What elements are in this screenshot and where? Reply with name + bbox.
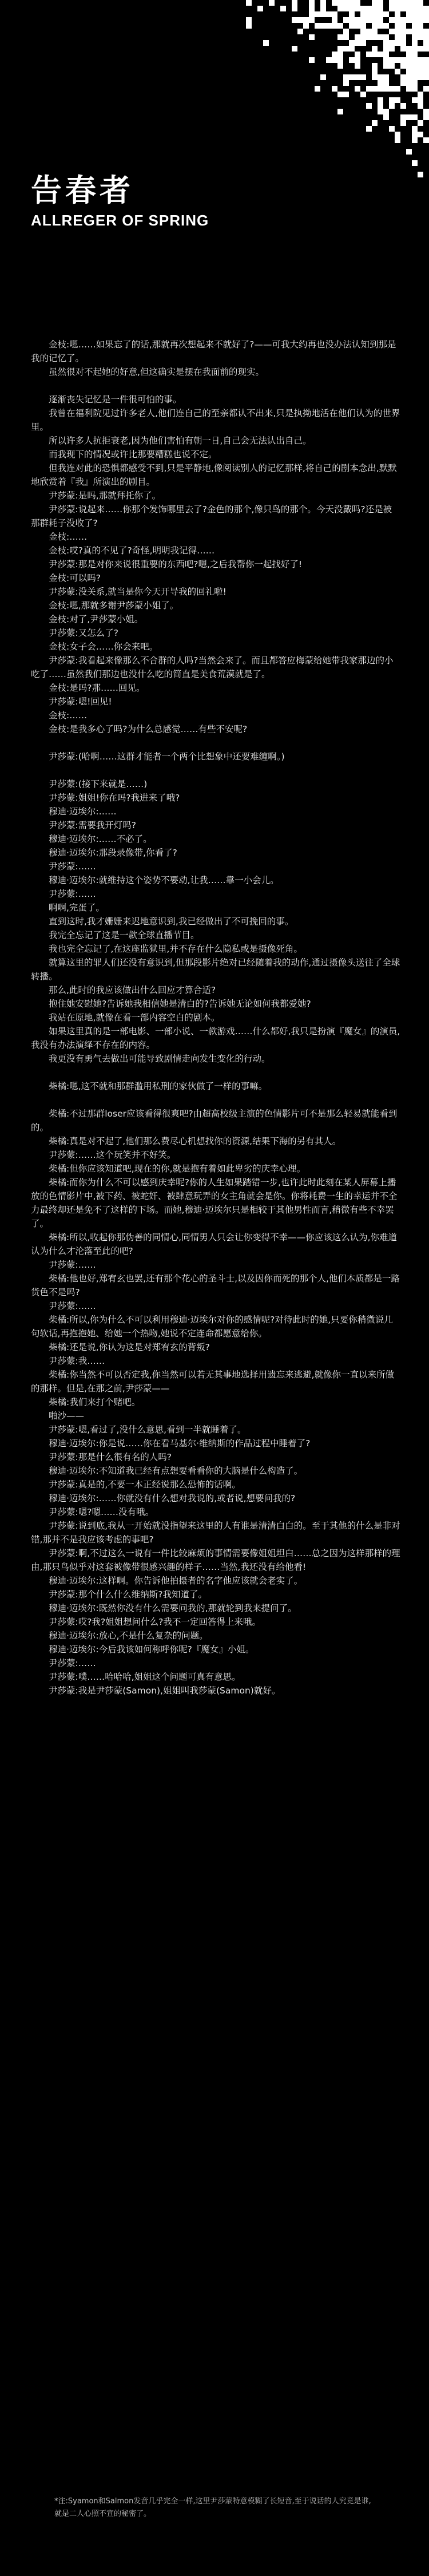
story-paragraph: 柴橘:我们来打个赌吧。 — [49, 1397, 141, 1407]
story-paragraph: 逐渐丧失记忆是一件很可怕的事。 — [49, 394, 182, 405]
story-paragraph: 柴橘:所以,你为什么不可以利用穆迪·迈埃尔对你的感情呢?对待此时的她,只要你稍微说几句软话,再抱抱她、给她一个热吻,她说不定连命都愿意给你。 — [31, 1315, 393, 1339]
story-paragraph: 尹莎蒙:那是什么很有名的人吗? — [49, 1452, 172, 1462]
story-paragraph: 尹莎蒙:…… — [49, 889, 96, 899]
story-paragraph: 穆迪·迈埃尔:你是说……你在看马基尔·维纳斯的作品过程中睡着了? — [49, 1438, 311, 1449]
story-paragraph: 穆迪·迈埃尔:…… — [49, 806, 117, 817]
story-paragraph: 穆迪·迈埃尔:今后我该如何称呼你呢?『魔女』小姐。 — [49, 1644, 255, 1655]
story-paragraph: 穆迪·迈埃尔:就维持这个姿势不要动,让我……靠一小会儿。 — [49, 875, 279, 885]
story-paragraph: 尹莎蒙:真是的,不要一本正经说那么恐怖的话啊。 — [49, 1479, 241, 1490]
story-paragraph: 柴橘:所以,收起你那伪善的同情心,同情男人只会让你变得不幸——你应该这么认为,你难道认为什么才沦落至此的吧? — [31, 1232, 398, 1256]
story-paragraph: 金枝:…… — [49, 532, 88, 542]
story-paragraph: 尹莎蒙:需要我开灯吗? — [49, 820, 136, 830]
story-paragraph: 柴橘:你当然不可以否定我,你当然可以若无其事地选择用遗忘来逃避,就像你一直以来所做的那样。但是,在那之前,尹莎蒙—— — [31, 1370, 395, 1394]
story-paragraph: 穆迪·迈埃尔:那段录像带,你看了? — [49, 848, 177, 858]
story-paragraph: 金枝:嗯……如果忘了的话,那就再次想起来不就好了?——可我大约再也没办法认知到那是我的记忆了。 — [31, 339, 396, 363]
story-paragraph: 尹莎蒙:…… — [49, 1658, 96, 1668]
story-paragraph: 穆迪·迈埃尔:这样啊。你告诉他拍摄者的名字他应该就会老实了。 — [49, 1576, 303, 1586]
story-paragraph: 穆迪·迈埃尔:……你就没有什么想对我说的,或者说,想要问我的? — [49, 1493, 296, 1503]
footnote: *注:Syamon和Salmon发音几乎完全一样,这里尹莎蒙特意模糊了长短音,至于说话的人究竟是谁,就是二人心照不宣的秘密了。 — [54, 2497, 371, 2518]
story-paragraph: 尹莎蒙:说到底,我从一开始就没指望来这里的人有谁是清清白白的。至于其他的什么是非对错,那并不是我应该考虑的事吧? — [31, 1521, 400, 1545]
story-paragraph: 柴橘:而你为什么不可以感到庆幸呢?你的人生如果踏错一步,也许此时此刻在某人屏幕上播放的色情影片中,被下药、被蛇奸、被肆意玩弄的女主角就会是你。你将耗费一生的幸运并不全力最终却还是免不了这样的下场。而她,穆迪·迈埃尔只是相较于其他男性而言,稍微有些不幸罢了。 — [31, 1177, 398, 1229]
story-paragraph: 尹莎蒙:噗……哈哈哈,姐姐这个问题可真有意思。 — [49, 1672, 241, 1682]
story-paragraph: 尹莎蒙:那个什么什么维纳斯?我知道了。 — [49, 1589, 207, 1600]
paragraph-gap — [31, 379, 400, 393]
story-paragraph: 穆迪·迈埃尔:……不必了。 — [49, 834, 152, 844]
story-paragraph: 那么,此时的我应该做出什么回应才算合适? — [49, 985, 216, 995]
story-paragraph: 但我连对此的恐惧都感受不到,只是平静地,像阅读别人的记忆那样,将自己的剧本念出,默默地欣赏着『我』所演出的剧目。 — [31, 463, 397, 487]
story-paragraph: 尹莎蒙:没关系,就当是你今天开导我的回礼啦! — [49, 587, 227, 597]
story-paragraph: 尹莎蒙:…… — [49, 861, 96, 872]
story-paragraph: 柴橘:但你应该知道吧,现在的你,就是抱有着如此卑劣的庆幸心理。 — [49, 1164, 306, 1174]
story-paragraph: 尹莎蒙:……这个玩笑并不好笑。 — [49, 1150, 176, 1160]
story-paragraph: 我完全忘记了这是一款全球直播节目。 — [49, 930, 200, 940]
story-paragraph: 金枝:嗯,那就多谢尹莎蒙小姐了。 — [49, 600, 179, 611]
story-paragraph: 尹莎蒙:我是尹莎蒙(Samon),姐姐叫我莎蒙(Samon)就好。 — [49, 1685, 281, 1696]
pixel-corner-decoration — [235, 0, 429, 183]
story-paragraph: 抱住她安慰她?告诉她我相信她是清白的?告诉她无论如何我都爱她? — [49, 999, 311, 1009]
story-paragraph: 我曾在福利院见过许多老人,他们连自己的至亲都认不出来,只是执拗地活在他们认为的世界里。 — [31, 408, 400, 432]
story-paragraph: 尹莎蒙:又怎么了? — [49, 628, 118, 638]
story-paragraph: 尹莎蒙:那是对你来说很重要的东西吧?嗯,之后我帮你一起找好了! — [49, 559, 303, 569]
story-paragraph: 尹莎蒙:…… — [49, 1301, 96, 1311]
story-paragraph: 直到这时,我才姗姗来迟地意识到,我已经做出了不可挽回的事。 — [49, 916, 294, 927]
paragraph-gap — [31, 1066, 400, 1079]
story-paragraph: 尹莎蒙:我…… — [49, 1356, 105, 1366]
story-paragraph: 金枝:可以吗? — [49, 573, 101, 583]
paragraph-gap — [31, 1093, 400, 1107]
story-paragraph: 柴橘:真是对不起了,他们那么费尽心机想找你的资源,结果下海的另有其人。 — [49, 1136, 341, 1146]
story-paragraph: 我更没有勇气去做出可能导致剧情走向发生变化的行动。 — [49, 1054, 271, 1064]
story-paragraph: 而我现下的情况或许比那要糟糕也说不定。 — [49, 449, 217, 460]
story-paragraph: 尹莎蒙:哎?我?姐姐想问什么?我不一定回答得上来哦。 — [49, 1617, 261, 1627]
story-paragraph: 穆迪·迈埃尔:不知道我已经有点想要看看你的大脑是什么构造了。 — [49, 1466, 303, 1476]
story-paragraph: 金枝:…… — [49, 710, 88, 721]
header — [31, 172, 209, 229]
story-paragraph: 尹莎蒙:嗯,看过了,没什么意思,看到一半就睡着了。 — [49, 1424, 247, 1435]
story-paragraph: 柴橘:还是说,你认为这是对郑宥玄的背叛? — [49, 1342, 210, 1352]
story-paragraph: 我站在原地,就像在看一部内容空白的剧本。 — [49, 1012, 220, 1023]
story-paragraph: 穆迪·迈埃尔:放心,不是什么复杂的问题。 — [49, 1631, 208, 1641]
story-paragraph: 啊啊,完蛋了。 — [49, 903, 105, 913]
story-paragraph: 尹莎蒙:说起来……你那个发饰哪里去了?金色的那个,像只鸟的那个。今天没戴吗?还是被那群耗子没收了? — [31, 504, 392, 528]
page-title: 告春者 — [31, 172, 134, 208]
story-paragraph: 我也完全忘记了,在这座监狱里,并不存在什么隐私或是摄像死角。 — [49, 944, 303, 954]
paragraph-gap — [31, 763, 400, 777]
story-paragraph: 尹莎蒙:嗯!回见! — [49, 697, 112, 707]
story-paragraph: 金枝:对了,尹莎蒙小姐。 — [49, 614, 144, 624]
story-paragraph: 金枝:女子会……你会来吧。 — [49, 642, 158, 652]
story-paragraph: 如果这里真的是一部电影、一部小说、一款游戏……什么都好,我只是扮演『魔女』的演员,我没有办法演绎不存在的内容。 — [31, 1026, 400, 1050]
story-paragraph: 尹莎蒙:姐姐!你在吗?我进来了哦? — [49, 793, 180, 803]
story-paragraph: 尹莎蒙:我看起来像那么不合群的人吗?当然会来了。而且都答应梅蒙给她带我家那边的小吃了……虽然我们那边也没什么吃的简直是美食荒漠就是了。 — [31, 655, 394, 679]
story-paragraph: 柴橘:他也好,郑宥玄也罢,还有那个花心的圣斗士,以及因你而死的那个人,他们本质都是一路货色不是吗? — [31, 1273, 400, 1297]
story-paragraph: 穆迪·迈埃尔:既然你没有什么需要问我的,那就轮到我来提问了。 — [49, 1603, 297, 1613]
story-paragraph: 尹莎蒙:是吗,那就拜托你了。 — [49, 490, 161, 501]
story-paragraph: 金枝:是吗?那……回见。 — [49, 683, 145, 693]
story-paragraph: 柴橘:不过那群loser应该看得很爽吧?由超高校级主演的色情影片可不是那么轻易就能看到的。 — [31, 1109, 398, 1133]
story-paragraph: 虽然很对不起她的好意,但这确实是摆在我面前的现实。 — [49, 367, 264, 377]
story-paragraph: 尹莎蒙:(接下来就是……) — [49, 779, 148, 789]
story-paragraph: 尹莎蒙:(哈啊……这群才能者一个两个比想象中还要难缠啊。) — [49, 751, 285, 762]
story-paragraph: 金枝:是我多心了吗?为什么总感觉……有些不安呢? — [49, 724, 248, 734]
story-paragraph: 尹莎蒙:…… — [49, 1260, 96, 1270]
story-paragraph: 尹莎蒙:嗯?嗯……没有哦。 — [49, 1507, 154, 1517]
page-subtitle: ALLREGER OF SPRING — [31, 212, 209, 229]
story-paragraph: 就算这里的罪人们还没有意识到,但那段影片绝对已经随着我的动作,通过摄像头送往了全球转播。 — [31, 957, 400, 982]
story-paragraph: 金枝:哎?真的不见了?奇怪,明明我记得…… — [49, 545, 215, 556]
story-paragraph: 啪沙—— — [49, 1411, 85, 1421]
story-body — [31, 338, 400, 1697]
story-paragraph: 所以许多人抗拒衰老,因为他们害怕有朝一日,自己会无法认出自己。 — [49, 436, 312, 446]
story-paragraph: 柴橘:嗯,这不就和那群滥用私刑的家伙做了一样的事嘛。 — [49, 1081, 268, 1091]
paragraph-gap — [31, 736, 400, 750]
story-paragraph: 尹莎蒙:啊,不过这么一说有一件比较麻烦的事情需要像姐姐坦白……总之因为这样那样的理由,那只鸟似乎对这套被像带很感兴趣的样子……当然,我还没有给他看! — [31, 1548, 400, 1572]
